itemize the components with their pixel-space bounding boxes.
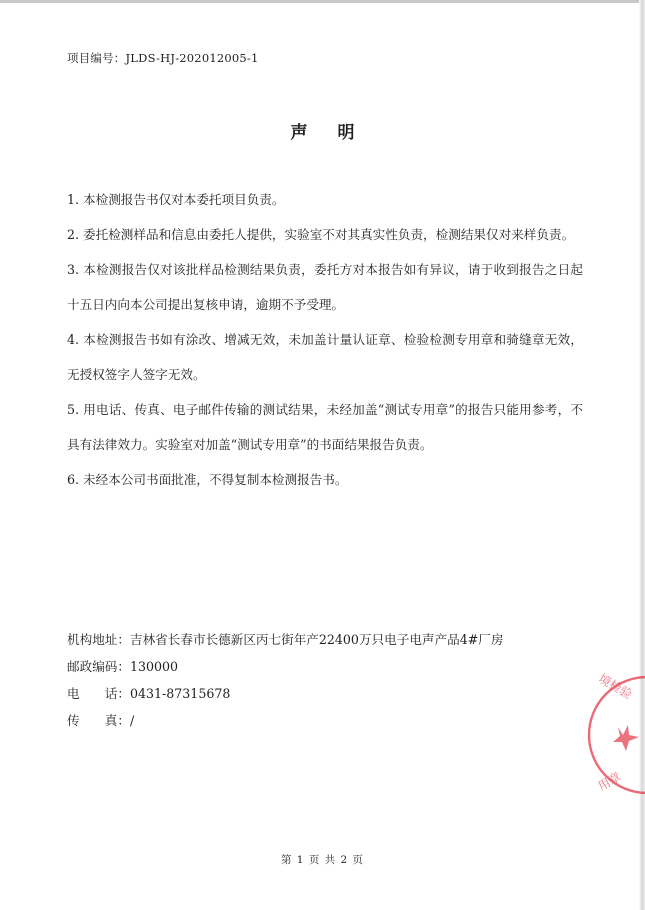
seal-text-bottom: 用章 (595, 769, 624, 794)
clause-4: 4. 本检测报告书如有涂改、增减无效，未加盖计量认证章、检验检测专用章和骑缝章无效，无授权签字人签字无效。 (67, 332, 583, 382)
contact-block (67, 626, 587, 734)
scan-edge-top (0, 0, 645, 3)
page-footer: 第 1 页 共 2 页 (280, 854, 365, 866)
seal-text-top: 境检验 (596, 671, 635, 702)
seal-star-icon (613, 725, 639, 751)
clause-6: 6. 未经本公司书面批准，不得复制本检测报告书。 (67, 472, 348, 487)
contact-phone: 电 话：0431-87315678 (67, 686, 231, 701)
contact-fax: 传 真：/ (67, 713, 135, 728)
clause-list (67, 182, 583, 497)
contact-address: 机构地址：吉林省长春市长德新区丙七街年产22400万只电子电声产品4#厂房 (67, 632, 504, 647)
seal-stamp (585, 655, 645, 805)
page-title: 声明 (290, 123, 385, 143)
project-number: 项目编号：JLDS-HJ-202012005-1 (67, 51, 259, 65)
clause-5: 5. 用电话、传真、电子邮件传输的测试结果，未经加盖“测试专用章”的报告只能用参考，不具有法律效力。实验室对加盖“测试专用章”的书面结果报告负责。 (67, 402, 583, 452)
contact-postcode: 邮政编码：130000 (67, 659, 179, 674)
clause-1: 1. 本检测报告书仅对本委托项目负责。 (67, 192, 285, 207)
clause-3: 3. 本检测报告仅对该批样品检测结果负责，委托方对本报告如有异议，请于收到报告之日起十五日内向本公司提出复核申请，逾期不予受理。 (67, 262, 583, 312)
clause-2: 2. 委托检测样品和信息由委托人提供，实验室不对其真实性负责，检测结果仅对来样负责。 (67, 227, 575, 242)
